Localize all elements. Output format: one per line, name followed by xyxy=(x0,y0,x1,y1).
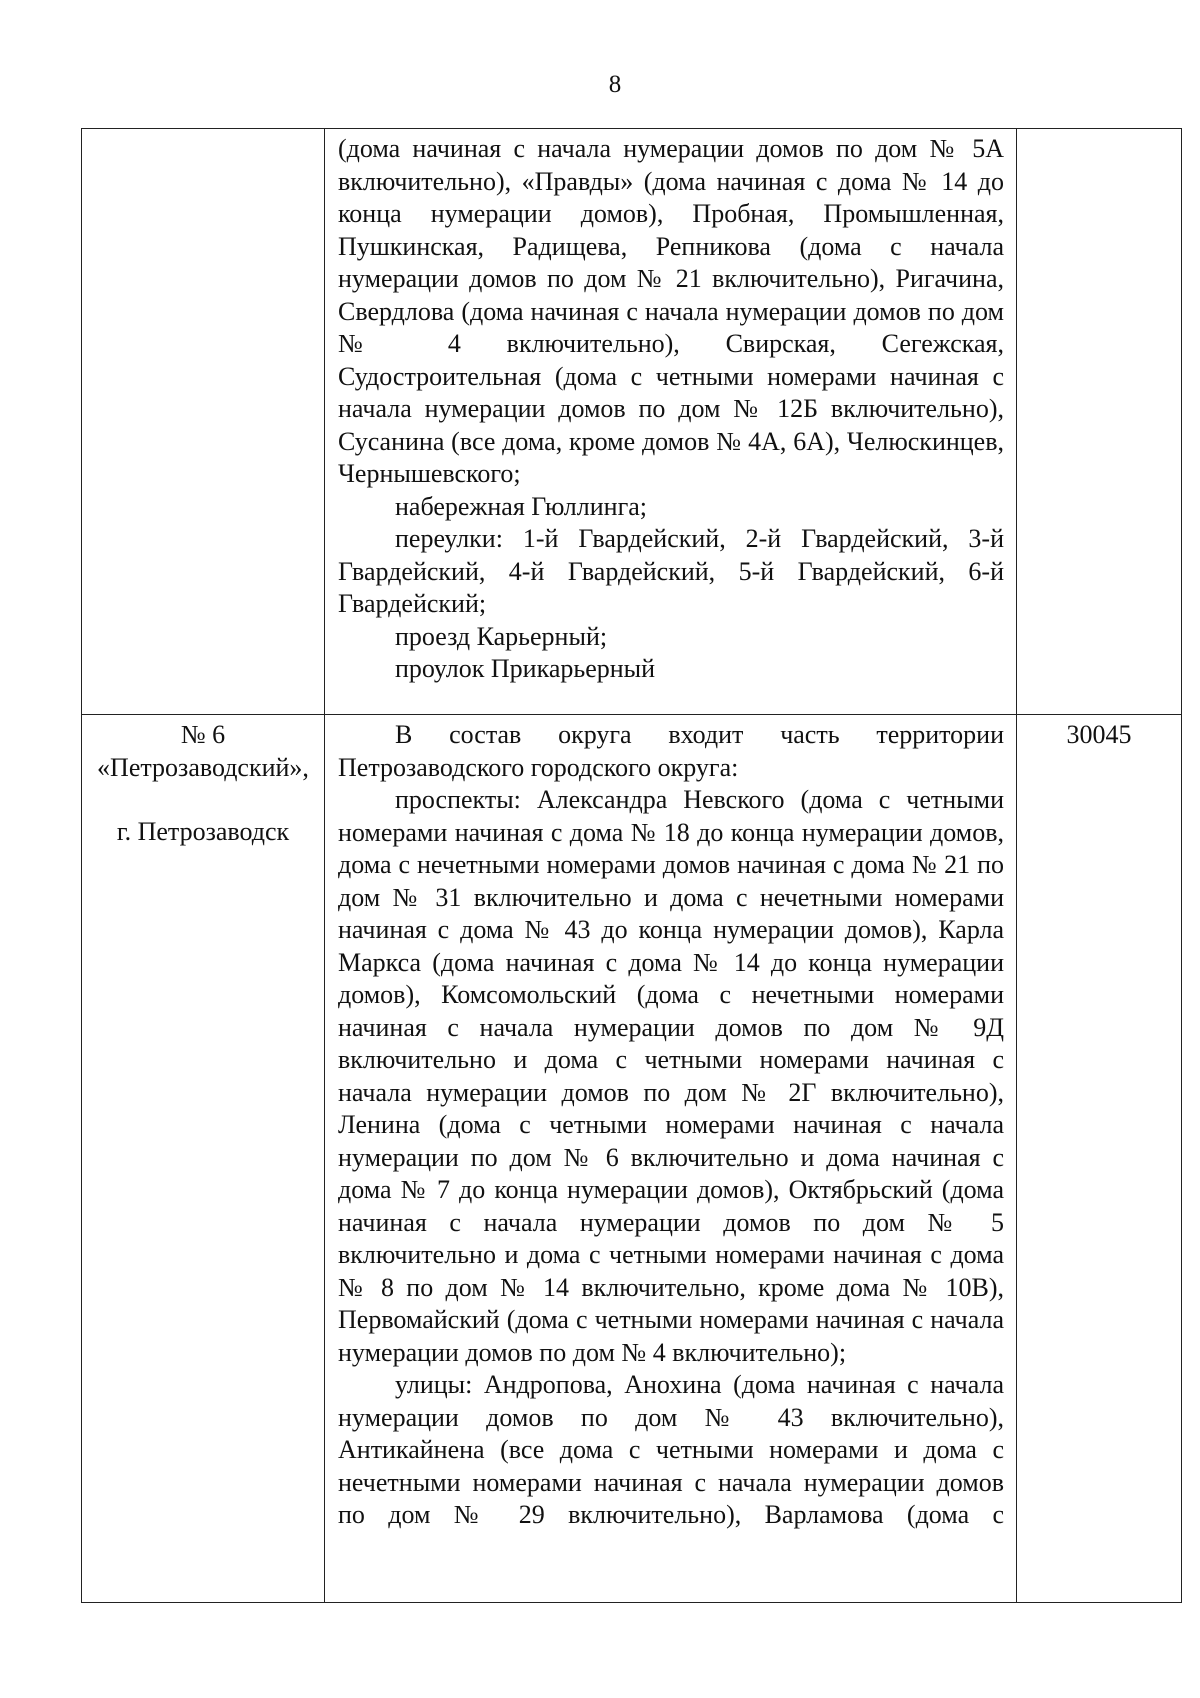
district-description-cell xyxy=(325,715,1017,1603)
description-paragraph: проезд Карьерный; xyxy=(395,621,608,651)
page-number: 8 xyxy=(608,71,622,98)
table-row xyxy=(82,129,1182,715)
description-paragraph: набережная Гюллинга; xyxy=(395,491,648,521)
description-paragraph: проулок Прикарьерный xyxy=(395,654,656,683)
voters-count: 30045 xyxy=(1066,720,1132,749)
district-name: «Петрозаводский», xyxy=(97,752,309,782)
district-name-cell xyxy=(82,715,325,1603)
voters-count-cell xyxy=(1017,715,1182,1603)
district-city: г. Петрозаводск xyxy=(116,817,290,846)
district-description-cell xyxy=(325,129,1017,715)
description-paragraph: улицы: Андропова, Анохина (дома начиная с начала нумерации домов по дом № 43 включительно), Антикайнена (все дома с четными номерами и дома с нечетными номерами начиная с начала нумерации домов по дом № 29 включительно), Варламова (дома с xyxy=(338,1370,1004,1529)
district-name-cell xyxy=(82,129,325,715)
description-paragraph: проспекты: Александра Невского (дома с четными номерами начиная с дома № 18 до конца нумерации домов, дома с нечетными номерами домов начиная с дома № 21 по дом № 31 включительно и дома с нечетными номерами начиная с дома № 43 до конца нумерации домов), Карла Маркса (дома начиная с дома № 14 до конца нумерации домов), Комсомольский (дома с нечетными номерами начиная с начала нумерации домов по дом № 9Д включительно и дома с четными номерами начиная с начала нумерации домов по дом № 2Г включительно), Ленина (дома с четными номерами начиная с начала нумерации по дом № 6 включительно и дома начиная с дома № 7 до конца нумерации домов), Октябрьский (дома начиная с начала нумерации домов по дом № 5 включительно и дома с четными номерами начиная с дома № 8 по дом № 14 включительно, кроме дома № 10В), Первомайский (дома с четными номерами начиная с начала нумерации домов по дом № 4 включительно); xyxy=(338,785,1004,1367)
district-number: № 6 xyxy=(180,720,226,749)
voters-count-cell xyxy=(1017,129,1182,715)
table-row xyxy=(82,715,1182,1603)
description-paragraph: В состав округа входит часть территории Петрозаводского городского округа: xyxy=(338,720,1004,782)
districts-table xyxy=(81,128,1182,1603)
description-paragraph: переулки: 1-й Гвардейский, 2-й Гвардейский, 3-й Гвардейский, 4-й Гвардейский, 5-й Гвардейский, 6-й Гвардейский; xyxy=(338,524,1004,618)
description-paragraph: (дома начиная с начала нумерации домов по дом № 5А включительно), «Правды» (дома начиная с дома № 14 до конца нумерации домов), Пробная, Промышленная, Пушкинская, Радищева, Репникова (дома с начала нумерации домов по дом № 21 включительно), Ригачина, Свердлова (дома начиная с начала нумерации домов по дом № 4 включительно), Свирская, Сегежская, Судостроительная (дома с четными номерами начиная с начала нумерации домов по дом № 12Б включительно), Сусанина (все дома, кроме домов № 4А, 6А), Челюскинцев, Чернышевского; xyxy=(338,134,1004,488)
